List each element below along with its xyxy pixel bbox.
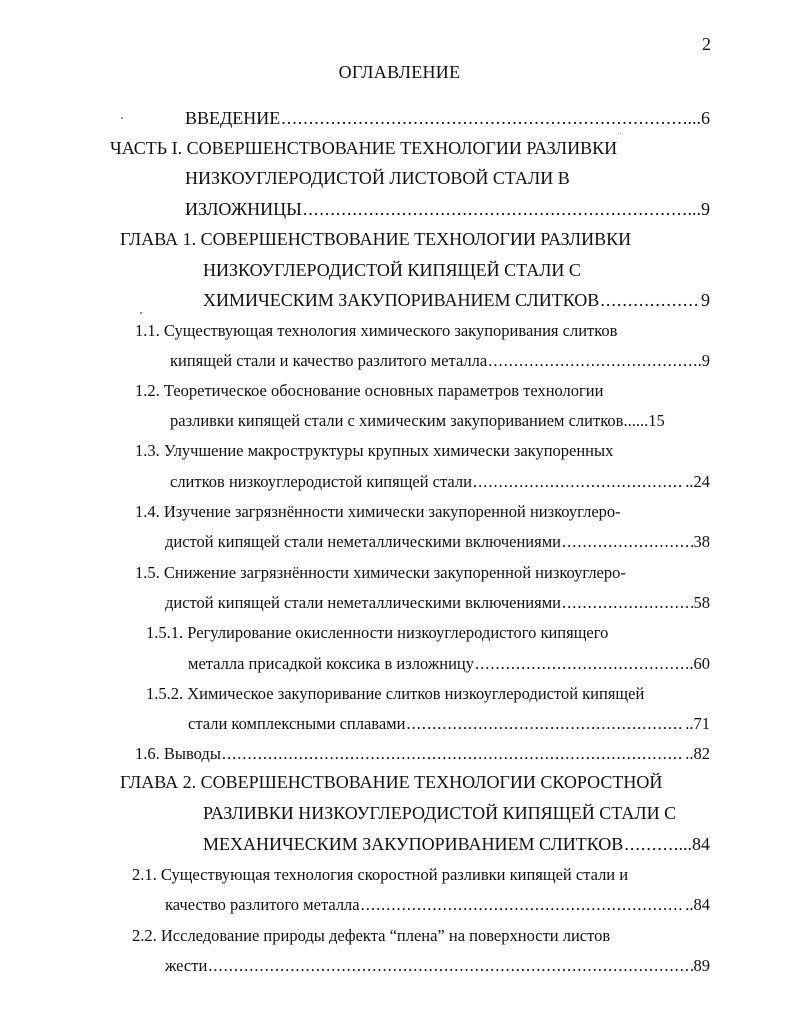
toc-line: 1.5.1. Регулирование окисленности низкоуглеродистого кипящего xyxy=(146,623,609,642)
toc-label: слитков низкоуглеродистой кипящей стали xyxy=(170,472,472,491)
toc-line: 1.5. Снижение загрязнённости химически закупоренной низкоуглеро- xyxy=(135,563,626,582)
toc-line: РАЗЛИВКИ НИЗКОУГЛЕРОДИСТОЙ КИПЯЩЕЙ СТАЛИ С xyxy=(203,803,677,823)
leader-dots xyxy=(303,197,687,221)
leader-dots xyxy=(562,530,693,554)
toc-line: 2.2. Исследование природы дефекта “плена” на поверхности листов xyxy=(132,926,611,945)
leader-dots xyxy=(406,712,684,736)
toc-label: разливки кипящей стали с химическим закупориванием слитков xyxy=(170,411,624,430)
toc-line xyxy=(165,591,710,615)
leader-dots xyxy=(600,288,700,312)
toc-label: качество разлитого металла xyxy=(165,895,360,914)
toc-line xyxy=(203,288,710,312)
toc-label: дистой кипящей стали неметаллическими включениями xyxy=(165,593,561,612)
leader-dots xyxy=(624,832,677,856)
toc-line: НИЗКОУГЛЕРОДИСТОЙ ЛИСТОВОЙ СТАЛИ В xyxy=(185,168,570,188)
toc-line: НИЗКОУГЛЕРОДИСТОЙ КИПЯЩЕЙ СТАЛИ С xyxy=(203,260,581,280)
toc-line: 1.3. Улучшение макроструктуры крупных химически закупоренных xyxy=(135,441,614,460)
toc-label: стали комплексными сплавами xyxy=(188,714,406,733)
toc-page: ...84 xyxy=(678,834,710,854)
toc-line: ГЛАВА 2. СОВЕРШЕНСТВОВАНИЕ ТЕХНОЛОГИИ СКОРОСТНОЙ xyxy=(120,772,663,792)
toc-page: ..24 xyxy=(685,472,710,491)
toc-page: 9 xyxy=(701,290,710,310)
toc-line xyxy=(165,530,710,554)
toc-label: жести xyxy=(165,956,208,975)
toc-line xyxy=(135,742,710,766)
toc-line xyxy=(185,106,710,130)
toc-line xyxy=(165,954,710,978)
page-number: 2 xyxy=(702,34,711,54)
toc-page: 38 xyxy=(693,532,710,551)
toc-page: .9 xyxy=(697,351,710,370)
toc-page: ......15 xyxy=(623,411,665,430)
leader-dots xyxy=(222,742,684,766)
scan-speck xyxy=(620,133,621,134)
toc-line xyxy=(170,349,710,373)
scan-speck xyxy=(140,312,142,314)
toc-line xyxy=(185,197,710,221)
toc-line xyxy=(170,409,710,433)
leader-dots xyxy=(281,106,686,130)
page-title: ОГЛАВЛЕНИЕ xyxy=(338,62,461,82)
leader-dots xyxy=(361,893,685,917)
toc-page: 58 xyxy=(693,593,710,612)
toc-page: ...9 xyxy=(687,199,710,219)
toc-line: 1.1. Существующая технология химического закупоривания слитков xyxy=(135,321,618,340)
toc-page: ...6 xyxy=(687,108,710,128)
toc-label: МЕХАНИЧЕСКИМ ЗАКУПОРИВАНИЕМ СЛИТКОВ xyxy=(203,834,624,854)
toc-line xyxy=(203,832,710,856)
toc-label: дистой кипящей стали неметаллическими включениями xyxy=(165,532,561,551)
toc-label: кипящей стали и качество разлитого металла xyxy=(170,351,488,370)
toc-label: ХИМИЧЕСКИМ ЗАКУПОРИВАНИЕМ СЛИТКОВ xyxy=(203,290,600,310)
toc-line: 1.5.2. Химическое закупоривание слитков низкоуглеродистой кипящей xyxy=(146,684,645,703)
leader-dots xyxy=(208,954,692,978)
toc-page: .60 xyxy=(689,654,710,673)
toc-label: ИЗЛОЖНИЦЫ xyxy=(185,199,302,219)
toc-line: ЧАСТЬ I. СОВЕРШЕНСТВОВАНИЕ ТЕХНОЛОГИИ РАЗЛИВКИ xyxy=(110,138,618,158)
toc-line xyxy=(188,652,710,676)
toc-page: ..71 xyxy=(685,714,710,733)
toc-line xyxy=(170,470,710,494)
toc-page: ..82 xyxy=(685,744,710,763)
scan-speck xyxy=(121,117,123,119)
toc-page: ..84 xyxy=(685,895,710,914)
leader-dots xyxy=(473,470,684,494)
leader-dots xyxy=(488,349,696,373)
leader-dots xyxy=(475,652,688,676)
toc-line: 1.2. Теоретическое обоснование основных параметров технологии xyxy=(135,381,604,400)
toc-line: ГЛАВА 1. СОВЕРШЕНСТВОВАНИЕ ТЕХНОЛОГИИ РАЗЛИВКИ xyxy=(120,229,632,249)
toc-line xyxy=(165,893,710,917)
toc-line xyxy=(188,712,710,736)
toc-page: 89 xyxy=(693,956,710,975)
toc-line: 2.1. Существующая технология скоростной разливки кипящей стали и xyxy=(132,865,629,884)
toc-label: металла присадкой коксика в изложницу xyxy=(188,654,474,673)
toc-line: 1.4. Изучение загрязнённости химически закупоренной низкоуглеро- xyxy=(135,502,621,521)
leader-dots xyxy=(562,591,693,615)
toc-label: ВВЕДЕНИЕ xyxy=(185,108,281,128)
toc-label: 1.6. Выводы xyxy=(135,744,221,763)
